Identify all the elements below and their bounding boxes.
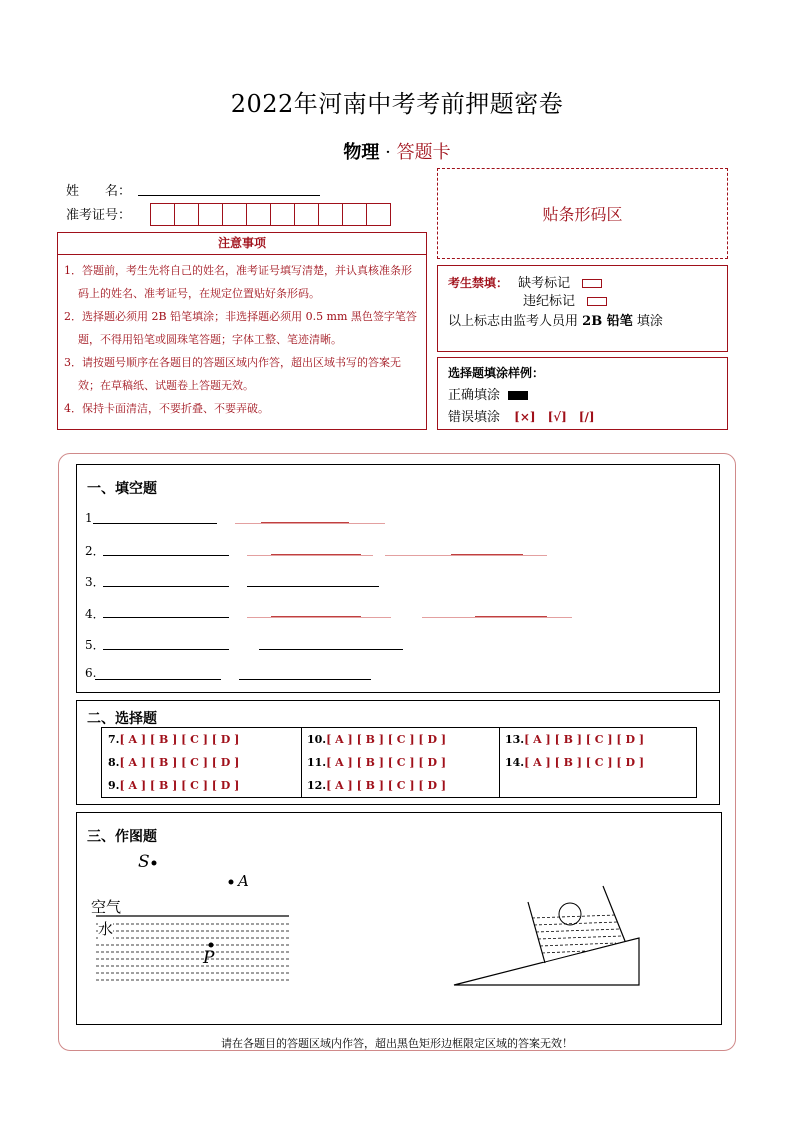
point-p bbox=[209, 943, 214, 948]
exam-id-cell[interactable] bbox=[174, 203, 199, 226]
blank-2c[interactable] bbox=[385, 555, 547, 556]
violation-mark-label: 违纪标记 bbox=[523, 294, 576, 309]
choice-q9[interactable]: 9.[ A ] [ B ] [ C ] [ D ] bbox=[108, 779, 240, 792]
choice-q13[interactable]: 13.[ A ] [ B ] [ C ] [ D ] bbox=[505, 733, 645, 746]
exam-id-cell[interactable] bbox=[198, 203, 223, 226]
blank-number: 4． bbox=[85, 607, 105, 621]
blank-5b[interactable] bbox=[259, 649, 403, 650]
blank-2b-inner bbox=[271, 554, 361, 555]
water-hatching bbox=[96, 924, 289, 980]
violation-mark-box[interactable] bbox=[587, 297, 607, 306]
blank-1b[interactable] bbox=[235, 523, 385, 524]
blank-1a[interactable] bbox=[93, 523, 217, 524]
choice-table bbox=[101, 727, 697, 798]
blank-4b[interactable] bbox=[247, 617, 391, 618]
wrong-fill-label: 错误填涂 bbox=[448, 410, 501, 425]
label-a: A bbox=[238, 872, 249, 890]
choice-column bbox=[301, 728, 500, 797]
point-a bbox=[229, 880, 234, 885]
examinee-forbidden-panel bbox=[437, 265, 728, 352]
exam-id-boxes[interactable] bbox=[151, 203, 391, 226]
drawing-title: 三、作图题 bbox=[87, 829, 157, 845]
choice-q10[interactable]: 10.[ A ] [ B ] [ C ] [ D ] bbox=[307, 733, 447, 746]
choice-q11[interactable]: 11.[ A ] [ B ] [ C ] [ D ] bbox=[307, 756, 447, 769]
fill-blank-section bbox=[76, 464, 720, 693]
choice-q14[interactable]: 14.[ A ] [ B ] [ C ] [ D ] bbox=[505, 756, 645, 769]
choice-column bbox=[499, 728, 696, 797]
exam-id-cell[interactable] bbox=[246, 203, 271, 226]
blank-4b-inner bbox=[271, 616, 361, 617]
blank-2b[interactable] bbox=[247, 555, 373, 556]
label-p: P bbox=[203, 948, 215, 968]
blank-3a[interactable] bbox=[103, 586, 229, 587]
point-s bbox=[152, 861, 157, 866]
subtitle-dot: · bbox=[385, 142, 391, 163]
blank-number: 1 bbox=[85, 511, 93, 525]
missing-mark-box[interactable] bbox=[582, 279, 602, 288]
exam-id-cell[interactable] bbox=[366, 203, 391, 226]
ban-label: 考生禁填： bbox=[448, 276, 509, 290]
blank-3b[interactable] bbox=[247, 586, 379, 587]
ban-note-suffix: 填涂 bbox=[636, 314, 663, 329]
blank-6a[interactable] bbox=[95, 679, 221, 680]
barcode-area bbox=[437, 168, 728, 259]
blank-1b-inner bbox=[261, 522, 349, 523]
name-field[interactable] bbox=[138, 194, 320, 196]
blank-6b[interactable] bbox=[239, 679, 371, 680]
label-water: 水 bbox=[98, 920, 114, 938]
exam-id-cell[interactable] bbox=[342, 203, 367, 226]
fill-sample-panel bbox=[437, 357, 728, 430]
blank-2a[interactable] bbox=[103, 555, 229, 556]
notice-item: 1．答题前，考生先将自己的姓名，准考证号填写清楚，并认真核准条形码上的姓名、准考证号，在规定位置贴好条形码。 bbox=[64, 264, 412, 300]
ban-note-prefix: 以上标志由监考人员用 bbox=[448, 314, 579, 329]
choice-q12[interactable]: 12.[ A ] [ B ] [ C ] [ D ] bbox=[307, 779, 447, 792]
exam-id-label: 准考证号： bbox=[66, 208, 132, 223]
wrong-fill-marks: [×] [√] [∕] bbox=[514, 410, 595, 424]
choice-q8[interactable]: 8.[ A ] [ B ] [ C ] [ D ] bbox=[108, 756, 240, 769]
choice-title: 二、选择题 bbox=[87, 711, 157, 727]
notice-item: 4．保持卡面清洁，不要折叠、不要弄破。 bbox=[64, 402, 269, 415]
blank-5a[interactable] bbox=[103, 649, 229, 650]
footer-note: 请在各题目的答题区域内作答，超出黑色矩形边框限定区域的答案无效！ bbox=[221, 1037, 573, 1050]
blank-2c-inner bbox=[451, 554, 523, 555]
fill-blank-title: 一、填空题 bbox=[87, 481, 157, 497]
notice-item: 3．请按题号顺序在各题目的答题区域内作答，超出区域书写的答案无效；在草稿纸、试题卷上答题无效。 bbox=[64, 356, 401, 392]
blank-number: 6. bbox=[85, 666, 97, 680]
notice-panel bbox=[57, 232, 427, 430]
exam-id-cell[interactable] bbox=[222, 203, 247, 226]
refraction-figure bbox=[96, 861, 289, 981]
ban-note-bold: 2B 铅笔 bbox=[582, 314, 633, 329]
exam-id-cell[interactable] bbox=[294, 203, 319, 226]
page-subtitle bbox=[0, 138, 794, 164]
answer-card-label: 答题卡 bbox=[396, 142, 451, 163]
notice-heading: 注意事项 bbox=[58, 233, 426, 255]
sample-heading: 选择题填涂样例： bbox=[448, 366, 545, 380]
exam-id-cell[interactable] bbox=[150, 203, 175, 226]
name-label: 姓 名： bbox=[66, 184, 132, 199]
barcode-label: 贴条形码区 bbox=[542, 205, 623, 224]
missing-mark-label: 缺考标记 bbox=[518, 276, 571, 291]
blank-number: 3． bbox=[85, 575, 105, 589]
correct-fill-label: 正确填涂 bbox=[448, 388, 501, 403]
choice-q7[interactable]: 7.[ A ] [ B ] [ C ] [ D ] bbox=[108, 733, 240, 746]
label-s: S bbox=[138, 852, 150, 872]
incline-figure bbox=[454, 886, 639, 985]
subject-label: 物理 bbox=[343, 142, 380, 163]
blank-4a[interactable] bbox=[103, 617, 229, 618]
label-air: 空气 bbox=[91, 898, 122, 916]
blank-4c[interactable] bbox=[422, 617, 572, 618]
choice-column bbox=[102, 728, 302, 797]
drawing-figures bbox=[76, 812, 722, 1025]
blank-number: 5． bbox=[85, 638, 105, 652]
correct-fill-mark bbox=[508, 391, 528, 400]
notice-item: 2．选择题必须用 2B 铅笔填涂；非选择题必须用 0.5 mm 黑色签字笔答题，不得用铅笔或圆珠笔答题；字体工整、笔迹清晰。 bbox=[64, 310, 417, 346]
exam-id-cell[interactable] bbox=[270, 203, 295, 226]
page-title: 2022年河南中考考前押题密卷 bbox=[230, 90, 564, 118]
exam-id-cell[interactable] bbox=[318, 203, 343, 226]
blank-4c-inner bbox=[475, 616, 547, 617]
blank-number: 2． bbox=[85, 544, 105, 558]
